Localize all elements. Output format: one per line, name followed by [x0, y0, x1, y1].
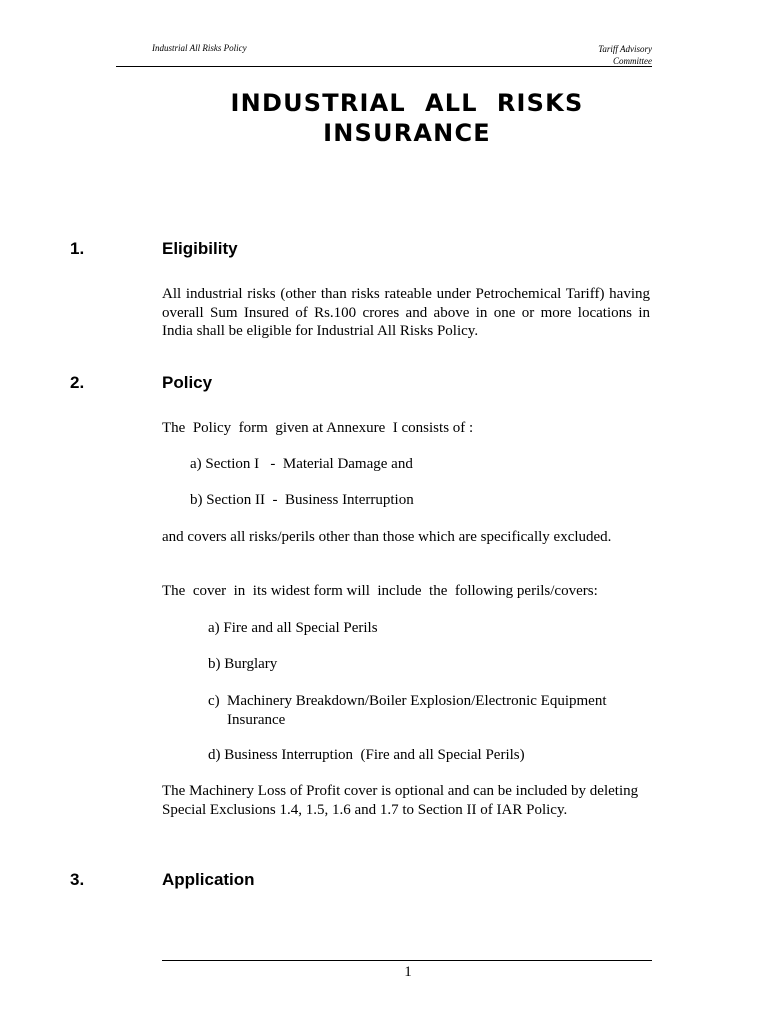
page-number: 1 — [404, 964, 412, 980]
peril-text: Fire and all Special Perils — [223, 620, 378, 636]
title-line-2: INSURANCE — [323, 119, 491, 147]
mlop-paragraph: The Machinery Loss of Profit cover is optional and can be included by deleting Special Exclusions 1.4, 1.5, 1.6 and 1.7 to Section II of IAR Policy. — [162, 783, 639, 818]
peril-text: Machinery Breakdown/Boiler Explosion/Electronic Equipment Insurance — [227, 693, 607, 728]
section-3-number: 3. — [70, 870, 85, 889]
peril-text: Burglary — [224, 656, 278, 672]
peril-item-c — [208, 692, 654, 729]
policy-intro: The Policy form given at Annexure I consists of : — [162, 420, 474, 436]
header-right-line1: Tariff Advisory — [598, 44, 652, 54]
document-title — [0, 88, 768, 148]
peril-item-a — [208, 619, 652, 638]
header-rule — [116, 66, 652, 67]
peril-item-b — [208, 655, 652, 674]
peril-item-d — [208, 746, 652, 765]
cover-intro: The cover in its widest form will include the following perils/covers: — [162, 583, 598, 599]
peril-text: Business Interruption (Fire and all Special Perils) — [224, 747, 525, 763]
policy-section-item-a: a) Section I - Material Damage and — [190, 456, 413, 472]
peril-marker: a) — [208, 620, 220, 636]
peril-marker: c) — [208, 693, 220, 709]
running-header-left: Industrial All Risks Policy — [152, 43, 247, 53]
section-2-heading: Policy — [162, 373, 213, 392]
section-2-number: 2. — [70, 373, 85, 392]
header-right-line2: Committee — [613, 56, 652, 66]
eligibility-paragraph: All industrial risks (other than risks rateable under Petrochemical Tariff) having overall Sum Insured of Rs.100 crores and above in one or more locations in India shall be eligible for Industrial All Risks Policy. — [162, 286, 650, 339]
running-header-right — [532, 43, 652, 67]
section-3-heading: Application — [162, 870, 255, 889]
peril-marker: b) — [208, 656, 221, 672]
section-1-heading: Eligibility — [162, 239, 238, 258]
footer-rule — [162, 960, 652, 961]
policy-section-item-b: b) Section II - Business Interruption — [190, 492, 414, 508]
section-1-number: 1. — [70, 239, 85, 258]
title-line-1: INDUSTRIAL ALL RISKS — [230, 89, 584, 117]
covers-paragraph: and covers all risks/perils other than those which are specifically excluded. — [162, 529, 612, 545]
peril-marker: d) — [208, 747, 221, 763]
